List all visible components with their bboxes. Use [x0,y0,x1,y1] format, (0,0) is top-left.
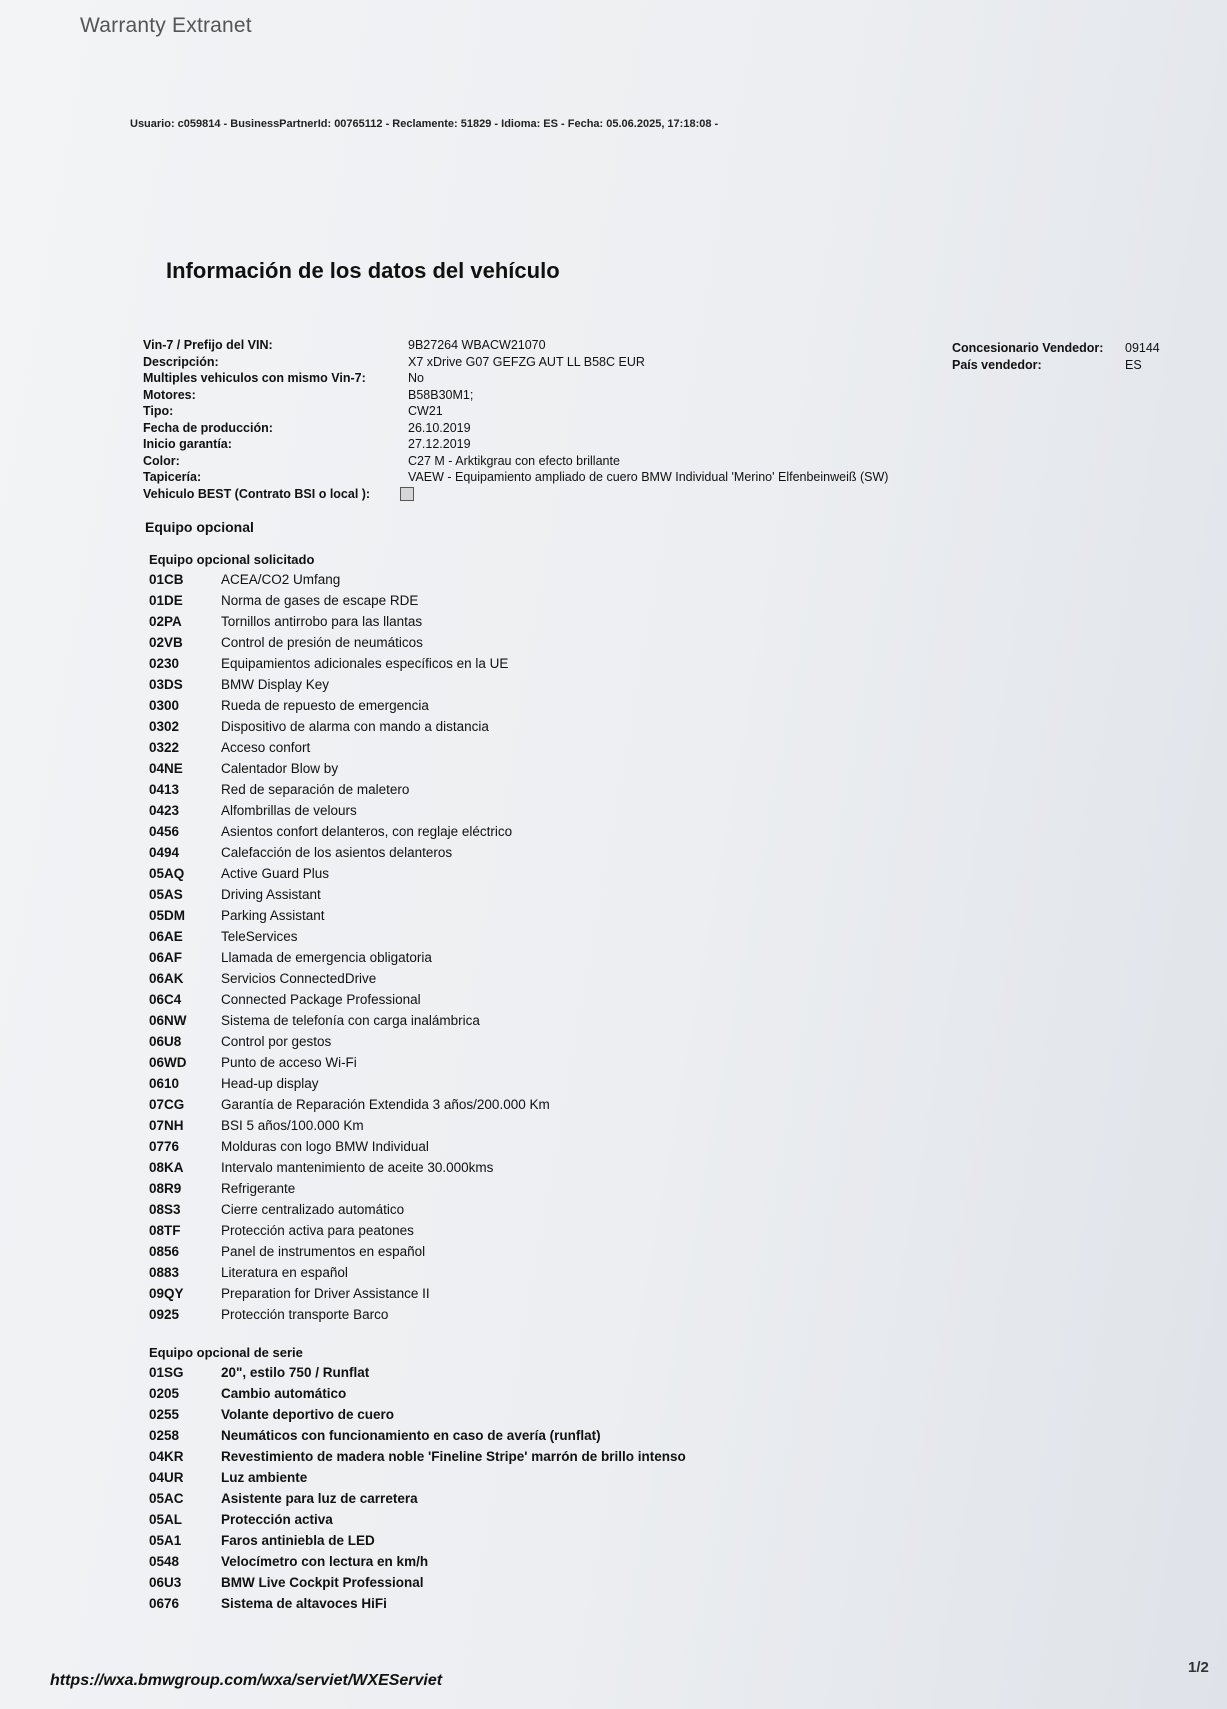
option-row [149,1010,550,1031]
option-row [149,1488,686,1509]
option-description: Molduras con logo BMW Individual [221,1139,429,1154]
option-code: 0230 [149,656,180,671]
option-code: 0258 [149,1428,180,1443]
option-description: Literatura en español [221,1265,348,1280]
option-row [149,1262,550,1283]
option-code: 06AE [149,929,183,944]
option-row [149,737,550,758]
option-code: 07CG [149,1097,185,1112]
option-code: 0776 [149,1139,180,1154]
page-number: 1/2 [1188,1659,1209,1676]
option-code: 06U8 [149,1034,182,1049]
option-code: 0548 [149,1554,180,1569]
option-description: Neumáticos con funcionamiento en caso de avería (runflat) [221,1428,601,1443]
option-code: 06NW [149,1013,187,1028]
option-description: Sistema de telefonía con carga inalámbrica [221,1013,480,1028]
option-description: Calentador Blow by [221,761,339,776]
vehicle-label: Motores: [143,387,196,402]
option-code: 08R9 [149,1181,182,1196]
option-description: Servicios ConnectedDrive [221,971,377,986]
option-description: TeleServices [221,929,298,944]
vehicle-label: Color: [143,453,180,468]
option-code: 0322 [149,740,180,755]
vehicle-label: Fecha de producción: [143,420,273,435]
option-row [149,1404,686,1425]
option-code: 0883 [149,1265,180,1280]
option-row [149,1052,550,1073]
vehicle-value: CW21 [408,404,443,419]
option-row [149,590,550,611]
option-row [149,1467,686,1488]
option-description: Asientos confort delanteros, con reglaje eléctrico [221,824,513,839]
option-description: Protección transporte Barco [221,1307,389,1322]
option-code: 0423 [149,803,180,818]
option-description: Revestimiento de madera noble 'Fineline Stripe' marrón de brillo intenso [221,1449,686,1464]
footer-url: https://wxa.bmwgroup.com/wxa/serviet/WXEServiet [50,1672,443,1689]
option-row [149,1241,550,1262]
option-description: Protección activa [221,1512,333,1527]
option-row [149,1199,550,1220]
option-description: Red de separación de maletero [221,782,410,797]
vehicle-label: Inicio garantía: [143,437,232,452]
option-description: Volante deportivo de cuero [221,1407,395,1422]
vehicle-value: X7 xDrive G07 GEFZG AUT LL B58C EUR [408,354,645,369]
option-code: 08TF [149,1223,181,1238]
vehicle-row-best [143,486,888,503]
option-row [149,611,550,632]
option-code: 05AL [149,1512,183,1527]
option-row [149,1530,686,1551]
option-code: 0300 [149,698,180,713]
option-code: 06AK [149,971,184,986]
option-code: 04KR [149,1449,184,1464]
option-code: 01SG [149,1365,184,1380]
option-code: 07NH [149,1118,184,1133]
option-row [149,1572,686,1593]
option-description: 20", estilo 750 / Runflat [221,1365,370,1380]
option-row [149,716,550,737]
option-code: 05DM [149,908,186,923]
vehicle-label: Descripción: [143,354,219,369]
option-code: 0610 [149,1076,180,1091]
option-row [149,779,550,800]
option-row [149,1362,686,1383]
requested-options-list [149,549,550,1325]
vehicle-row-engines [143,387,888,404]
option-row [149,884,550,905]
best-label: Vehiculo BEST (Contrato BSI o local ): [143,486,371,501]
option-code: 09QY [149,1286,184,1301]
option-description: Cambio automático [221,1386,347,1401]
vehicle-row-color [143,453,888,470]
option-row [149,968,550,989]
option-row [149,1115,550,1136]
vehicle-label: Multiples vehiculos con mismo Vin-7: [143,371,366,386]
option-description: Llamada de emergencia obligatoria [221,950,432,965]
option-code: 0255 [149,1407,180,1422]
vehicle-value: 27.12.2019 [408,437,471,452]
vehicle-label: Vin-7 / Prefijo del VIN: [143,338,273,353]
option-description: Panel de instrumentos en español [221,1244,426,1259]
option-description: BMW Display Key [221,677,330,692]
option-description: Intervalo mantenimiento de aceite 30.000kms [221,1160,494,1175]
option-code: 0456 [149,824,180,839]
option-description: Parking Assistant [221,908,325,923]
option-description: Tornillos antirrobo para las llantas [221,614,423,629]
option-description: Velocímetro con lectura en km/h [221,1554,429,1569]
option-description: Active Guard Plus [221,866,330,881]
option-row [149,842,550,863]
dealer-row [952,356,1160,373]
option-row [149,926,550,947]
option-description: Alfombrillas de velours [221,803,357,818]
page-title: Información de los datos del vehículo [166,258,560,283]
option-code: 08S3 [149,1202,181,1217]
vehicle-row-upholstery [143,469,888,486]
standard-options-list [149,1342,686,1614]
option-code: 01CB [149,572,184,587]
option-description: Dispositivo de alarma con mando a distancia [221,719,489,734]
option-row [149,695,550,716]
option-row [149,905,550,926]
vehicle-row-warranty-start [143,436,888,453]
option-code: 04NE [149,761,183,776]
option-row [149,653,550,674]
option-description: Sistema de altavoces HiFi [221,1596,387,1611]
vehicle-row-description [143,354,888,371]
option-code: 05AQ [149,866,185,881]
option-code: 0302 [149,719,180,734]
session-header-line: Usuario: c059814 - BusinessPartnerId: 00765112 - Reclamente: 51829 - Idioma: ES - Fecha: 05.06.2025, 17:18:08 - [130,118,719,130]
option-code: 06WD [149,1055,187,1070]
option-row [149,800,550,821]
option-row [149,1304,550,1325]
option-code: 03DS [149,677,183,692]
option-description: Preparation for Driver Assistance II [221,1286,430,1301]
option-row [149,1031,550,1052]
section-title-optional-equipment: Equipo opcional [145,519,254,535]
option-description: Driving Assistant [221,887,321,902]
option-description: Connected Package Professional [221,992,421,1007]
app-title: Warranty Extranet [80,14,252,37]
option-row [149,1593,686,1614]
dealer-value: ES [1125,357,1142,372]
option-description: ACEA/CO2 Umfang [221,572,341,587]
vehicle-info-block [143,337,888,502]
option-code: 0413 [149,782,180,797]
option-row [149,1446,686,1467]
option-description: Asistente para luz de carretera [221,1491,418,1506]
option-code: 01DE [149,593,183,608]
vehicle-row-multiple [143,370,888,387]
vehicle-label: Tipo: [143,404,174,419]
vehicle-value: No [408,371,424,386]
option-description: Refrigerante [221,1181,296,1196]
option-description: Control de presión de neumáticos [221,635,423,650]
option-description: BSI 5 años/100.000 Km [221,1118,364,1133]
option-code: 05AS [149,887,183,902]
best-checkbox[interactable] [400,487,414,501]
option-code: 06C4 [149,992,182,1007]
option-row [149,821,550,842]
option-description: Norma de gases de escape RDE [221,593,419,608]
option-code: 05A1 [149,1533,182,1548]
option-code: 05AC [149,1491,184,1506]
option-description: Control por gestos [221,1034,332,1049]
option-row [149,674,550,695]
option-row [149,989,550,1010]
option-row [149,1509,686,1530]
option-code: 0856 [149,1244,180,1259]
option-code: 0925 [149,1307,180,1322]
vehicle-value: B58B30M1; [408,387,474,402]
dealer-info-block [952,339,1160,373]
option-description: Punto de acceso Wi-Fi [221,1055,357,1070]
option-row [149,1383,686,1404]
option-description: BMW Live Cockpit Professional [221,1575,424,1590]
dealer-value: 09144 [1125,340,1160,355]
option-row [149,1073,550,1094]
option-row [149,1551,686,1572]
dealer-label: Concesionario Vendedor: [952,340,1104,355]
option-description: Calefacción de los asientos delanteros [221,845,453,860]
option-row [149,1136,550,1157]
vehicle-row-production-date [143,420,888,437]
vehicle-value: 26.10.2019 [408,420,471,435]
vehicle-value: C27 M - Arktikgrau con efecto brillante [408,453,620,468]
dealer-row [952,339,1160,356]
option-code: 04UR [149,1470,184,1485]
option-description: Protección activa para peatones [221,1223,414,1238]
option-code: 06AF [149,950,183,965]
option-description: Cierre centralizado automático [221,1202,405,1217]
option-row [149,758,550,779]
option-row [149,947,550,968]
option-row [149,632,550,653]
option-description: Head-up display [221,1076,319,1091]
option-code: 0205 [149,1386,180,1401]
option-row [149,1094,550,1115]
option-code: 02VB [149,635,183,650]
option-description: Equipamientos adicionales específicos en la UE [221,656,509,671]
dealer-label: País vendedor: [952,357,1042,372]
vehicle-label: Tapicería: [143,470,202,485]
option-code: 0494 [149,845,180,860]
vehicle-value: VAEW - Equipamiento ampliado de cuero BMW Individual 'Merino' Elfenbeinweiß (SW) [408,470,889,485]
option-code: 06U3 [149,1575,182,1590]
option-description: Garantía de Reparación Extendida 3 años/200.000 Km [221,1097,550,1112]
vehicle-row-vin [143,337,888,354]
option-row [149,863,550,884]
vehicle-value: 9B27264 WBACW21070 [408,338,546,353]
option-description: Faros antiniebla de LED [221,1533,375,1548]
option-row [149,1220,550,1241]
option-code: 0676 [149,1596,180,1611]
option-description: Rueda de repuesto de emergencia [221,698,429,713]
option-row [149,1425,686,1446]
option-row [149,1283,550,1304]
option-code: 08KA [149,1160,184,1175]
requested-options-title: Equipo opcional solicitado [149,551,315,567]
standard-options-title: Equipo opcional de serie [149,1344,303,1360]
option-description: Acceso confort [221,740,311,755]
option-code: 02PA [149,614,182,629]
option-row [149,569,550,590]
option-row [149,1178,550,1199]
vehicle-row-type [143,403,888,420]
option-description: Luz ambiente [221,1470,308,1485]
option-row [149,1157,550,1178]
